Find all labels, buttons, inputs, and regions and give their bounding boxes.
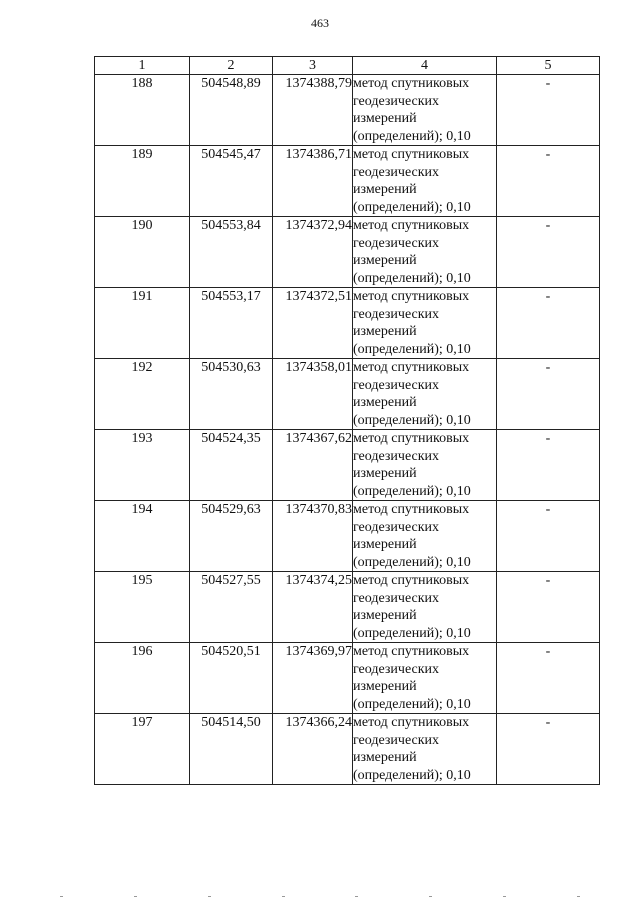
point-number-cell: 192 bbox=[95, 359, 190, 430]
method-line: метод спутниковых bbox=[353, 289, 470, 304]
method-line: (определений); 0,10 bbox=[353, 412, 471, 428]
header-col-5: 5 bbox=[497, 57, 600, 75]
y-coordinate-cell: 1374369,97 bbox=[273, 643, 353, 714]
table-row bbox=[95, 714, 600, 785]
table-row bbox=[95, 501, 600, 572]
x-coordinate-cell: 504527,55 bbox=[190, 572, 273, 643]
scan-mark bbox=[355, 896, 358, 897]
note-cell: - bbox=[497, 643, 600, 714]
point-number-cell: 195 bbox=[95, 572, 190, 643]
point-number-cell: 193 bbox=[95, 430, 190, 501]
header-col-3: 3 bbox=[273, 57, 353, 75]
method-line: метод спутниковых bbox=[353, 431, 470, 446]
x-coordinate-cell: 504553,17 bbox=[190, 288, 273, 359]
x-coordinate-cell: 504514,50 bbox=[190, 714, 273, 785]
method-line: измерений bbox=[353, 750, 417, 765]
header-col-4: 4 bbox=[353, 57, 497, 75]
point-number-cell: 188 bbox=[95, 75, 190, 146]
x-coordinate-cell: 504529,63 bbox=[190, 501, 273, 572]
method-cell bbox=[353, 288, 497, 359]
table-row bbox=[95, 359, 600, 430]
table-row bbox=[95, 146, 600, 217]
x-coordinate-cell: 504520,51 bbox=[190, 643, 273, 714]
method-line: измерений bbox=[353, 111, 417, 126]
scan-mark bbox=[429, 896, 432, 897]
x-coordinate-cell: 504553,84 bbox=[190, 217, 273, 288]
method-line: геодезических bbox=[353, 377, 440, 393]
point-number-cell: 196 bbox=[95, 643, 190, 714]
method-line: (определений); 0,10 bbox=[353, 625, 471, 641]
note-cell: - bbox=[497, 75, 600, 146]
table-row bbox=[95, 217, 600, 288]
point-number-cell: 191 bbox=[95, 288, 190, 359]
table-row bbox=[95, 643, 600, 714]
table-row bbox=[95, 75, 600, 146]
header-col-2: 2 bbox=[190, 57, 273, 75]
method-line: геодезических bbox=[353, 519, 440, 535]
method-line: (определений); 0,10 bbox=[353, 270, 471, 286]
y-coordinate-cell: 1374374,25 bbox=[273, 572, 353, 643]
method-line: измерений bbox=[353, 395, 417, 410]
scan-mark bbox=[503, 896, 506, 897]
x-coordinate-cell: 504530,63 bbox=[190, 359, 273, 430]
method-line: геодезических bbox=[353, 732, 440, 748]
method-line: (определений); 0,10 bbox=[353, 554, 471, 570]
method-line: геодезических bbox=[353, 93, 440, 109]
point-number-cell: 189 bbox=[95, 146, 190, 217]
method-line: метод спутниковых bbox=[353, 76, 470, 91]
method-line: метод спутниковых bbox=[353, 218, 470, 233]
y-coordinate-cell: 1374370,83 bbox=[273, 501, 353, 572]
note-cell: - bbox=[497, 572, 600, 643]
method-line: (определений); 0,10 bbox=[353, 767, 471, 783]
table-row bbox=[95, 430, 600, 501]
scan-mark bbox=[60, 896, 63, 897]
method-cell bbox=[353, 359, 497, 430]
y-coordinate-cell: 1374367,62 bbox=[273, 430, 353, 501]
note-cell: - bbox=[497, 217, 600, 288]
method-line: метод спутниковых bbox=[353, 502, 470, 517]
y-coordinate-cell: 1374358,01 bbox=[273, 359, 353, 430]
note-cell: - bbox=[497, 714, 600, 785]
table-body bbox=[95, 75, 600, 785]
x-coordinate-cell: 504548,89 bbox=[190, 75, 273, 146]
note-cell: - bbox=[497, 288, 600, 359]
method-cell bbox=[353, 430, 497, 501]
point-number-cell: 197 bbox=[95, 714, 190, 785]
table-row bbox=[95, 288, 600, 359]
y-coordinate-cell: 1374372,94 bbox=[273, 217, 353, 288]
method-line: геодезических bbox=[353, 306, 440, 322]
method-line: измерений bbox=[353, 324, 417, 339]
method-line: геодезических bbox=[353, 661, 440, 677]
scan-mark bbox=[577, 896, 580, 897]
header-col-1: 1 bbox=[95, 57, 190, 75]
method-line: геодезических bbox=[353, 448, 440, 464]
x-coordinate-cell: 504545,47 bbox=[190, 146, 273, 217]
method-line: геодезических bbox=[353, 235, 440, 251]
note-cell: - bbox=[497, 146, 600, 217]
scan-mark bbox=[134, 896, 137, 897]
note-cell: - bbox=[497, 359, 600, 430]
point-number-cell: 190 bbox=[95, 217, 190, 288]
method-line: измерений bbox=[353, 608, 417, 623]
scan-mark bbox=[282, 896, 285, 897]
method-cell bbox=[353, 146, 497, 217]
scan-mark bbox=[208, 896, 211, 897]
note-cell: - bbox=[497, 430, 600, 501]
method-line: метод спутниковых bbox=[353, 360, 470, 375]
table-row bbox=[95, 572, 600, 643]
scan-edge-artifacts bbox=[60, 893, 580, 899]
method-line: (определений); 0,10 bbox=[353, 341, 471, 357]
table-header-row bbox=[95, 57, 600, 75]
method-line: (определений); 0,10 bbox=[353, 696, 471, 712]
method-line: измерений bbox=[353, 466, 417, 481]
method-line: (определений); 0,10 bbox=[353, 483, 471, 499]
method-cell bbox=[353, 501, 497, 572]
method-line: метод спутниковых bbox=[353, 715, 470, 730]
method-line: (определений); 0,10 bbox=[353, 199, 471, 215]
method-cell bbox=[353, 714, 497, 785]
x-coordinate-cell: 504524,35 bbox=[190, 430, 273, 501]
page-number: 463 bbox=[311, 16, 329, 30]
method-line: измерений bbox=[353, 182, 417, 197]
method-line: измерений bbox=[353, 253, 417, 268]
note-cell: - bbox=[497, 501, 600, 572]
y-coordinate-cell: 1374366,24 bbox=[273, 714, 353, 785]
method-line: (определений); 0,10 bbox=[353, 128, 471, 144]
method-line: измерений bbox=[353, 679, 417, 694]
method-cell bbox=[353, 75, 497, 146]
method-line: метод спутниковых bbox=[353, 573, 470, 588]
method-line: геодезических bbox=[353, 164, 440, 180]
method-cell bbox=[353, 643, 497, 714]
method-cell bbox=[353, 572, 497, 643]
y-coordinate-cell: 1374388,79 bbox=[273, 75, 353, 146]
y-coordinate-cell: 1374372,51 bbox=[273, 288, 353, 359]
point-number-cell: 194 bbox=[95, 501, 190, 572]
method-cell bbox=[353, 217, 497, 288]
method-line: измерений bbox=[353, 537, 417, 552]
coordinates-table bbox=[94, 56, 600, 785]
method-line: геодезических bbox=[353, 590, 440, 606]
method-line: метод спутниковых bbox=[353, 644, 470, 659]
method-line: метод спутниковых bbox=[353, 147, 470, 162]
y-coordinate-cell: 1374386,71 bbox=[273, 146, 353, 217]
